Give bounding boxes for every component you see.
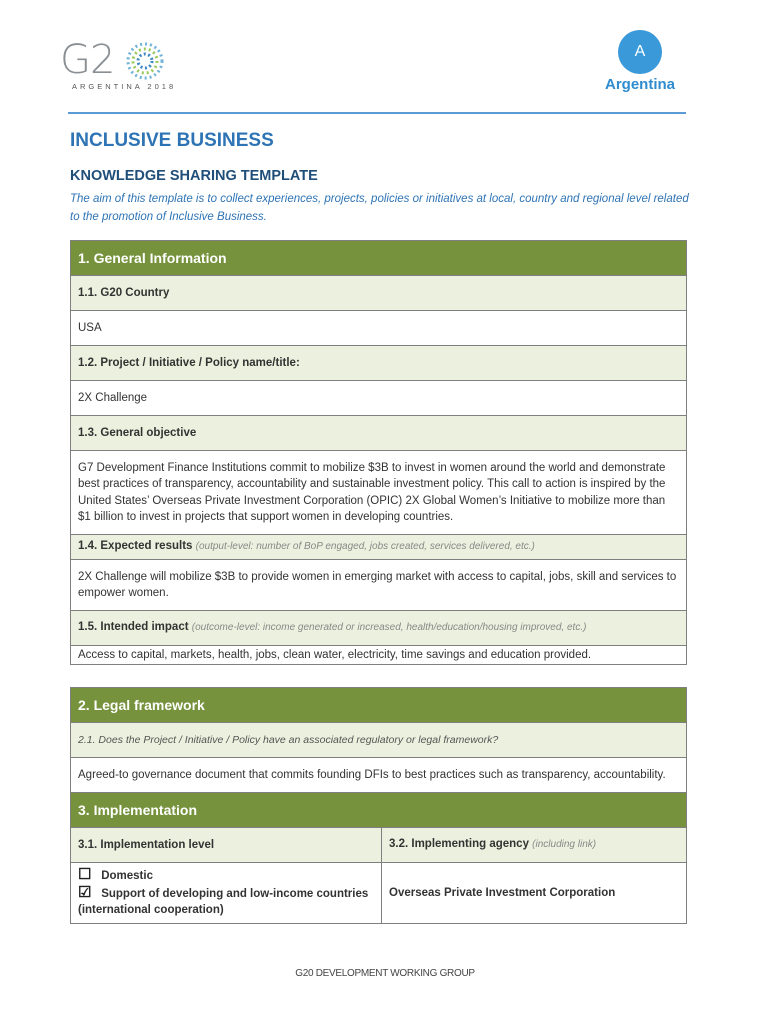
option-international-label: Support of developing and low-income countries (international cooperation) <box>78 887 369 917</box>
project-name-label: 1.2. Project / Initiative / Policy name/title: <box>71 346 687 381</box>
intended-impact-label: 1.5. Intended impact <box>78 621 189 634</box>
project-name-value[interactable]: 2X Challenge <box>71 381 687 416</box>
implementation-level-label: 3.1. Implementation level <box>71 828 382 863</box>
implementing-agency-label: 3.2. Implementing agency <box>389 838 529 851</box>
expected-results-hint: (output-level: number of BoP engaged, jobs created, services delivered, etc.) <box>195 541 535 553</box>
section-legal-heading: 2. Legal framework <box>71 688 687 723</box>
section-spacer <box>71 665 687 688</box>
unchecked-box-icon[interactable]: ☐ <box>78 866 92 884</box>
option-international[interactable] <box>78 885 374 919</box>
legal-question: 2.1. Does the Project / Initiative / Policy have an associated regulatory or legal framework? <box>71 723 687 758</box>
objective-value[interactable]: G7 Development Finance Institutions commit to mobilize $3B to invest in women around the world and demonstrate best practices of transparency, accountability and sustainable investment policy. This call to action is inspired by the United States’ Overseas Private Investment Corporation (OPIC) 2X Global Women’s Initiative to mobilize more than $1 billion to invest in projects that support women in developing countries. <box>71 451 687 535</box>
intended-impact-label-row <box>71 611 687 646</box>
g20-dot-ring-icon <box>122 40 168 82</box>
page-subtitle: KNOWLEDGE SHARING TEMPLATE <box>70 168 318 184</box>
header-divider <box>68 112 686 114</box>
expected-results-value[interactable]: 2X Challenge will mobilize $3B to provide women in emerging market with access to capital, jobs, skill and services to empower women. <box>71 560 687 611</box>
g20-logo-text: G2 <box>60 37 115 83</box>
knowledge-form-table <box>70 240 687 924</box>
country-value[interactable]: USA <box>71 311 687 346</box>
argentina-logo-circle <box>618 30 662 74</box>
implementing-agency-label-cell <box>382 828 687 863</box>
implementation-level-options <box>71 863 382 924</box>
objective-label: 1.3. General objective <box>71 416 687 451</box>
option-domestic[interactable] <box>78 867 374 885</box>
argentina-logo <box>590 30 690 100</box>
country-label: 1.1. G20 Country <box>71 276 687 311</box>
expected-results-label: 1.4. Expected results <box>78 540 193 553</box>
checked-box-icon[interactable]: ☑ <box>78 883 92 901</box>
expected-results-label-row <box>71 535 687 560</box>
g20-logo-subtitle: ARGENTINA 2018 <box>72 82 177 91</box>
section-implementation-heading: 3. Implementation <box>71 793 687 828</box>
implementing-agency-value[interactable]: Overseas Private Investment Corporation <box>382 863 687 924</box>
legal-answer[interactable]: Agreed-to governance document that commits founding DFIs to best practices such as transparency, accountability. <box>71 758 687 793</box>
argentina-logo-letter: A <box>634 43 646 60</box>
argentina-logo-text: Argentina <box>604 76 675 93</box>
implementing-agency-hint: (including link) <box>532 839 597 851</box>
section-general-heading: 1. General Information <box>71 241 687 276</box>
intended-impact-hint: (outcome-level: income generated or increased, health/education/housing improved, etc.) <box>191 622 587 634</box>
page-footer: G20 DEVELOPMENT WORKING GROUP <box>295 968 475 979</box>
option-domestic-label: Domestic <box>101 870 153 883</box>
page-title: INCLUSIVE BUSINESS <box>70 130 274 151</box>
intended-impact-value[interactable]: Access to capital, markets, health, jobs, clean water, electricity, time savings and education provided. <box>71 646 687 665</box>
aim-paragraph: The aim of this template is to collect experiences, projects, policies or initiatives at local, country and regional level related to the promotion of Inclusive Business. <box>70 193 689 223</box>
g20-logo <box>60 38 180 94</box>
